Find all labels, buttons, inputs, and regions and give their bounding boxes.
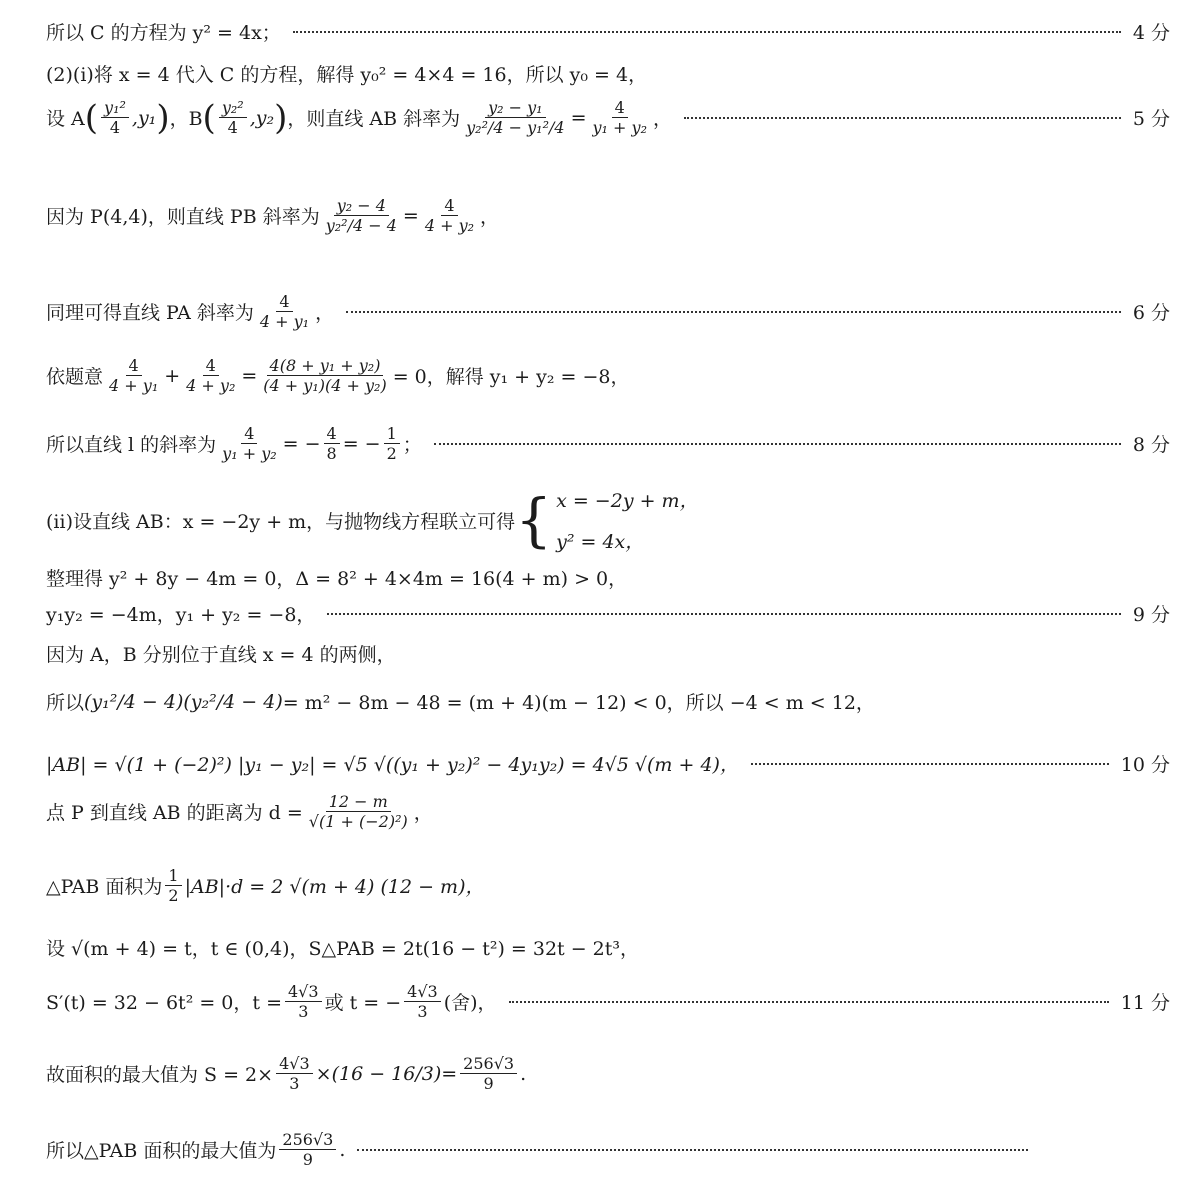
line-m-range: [46, 688, 1170, 715]
text: y₁y₂ = −4m，y₁ + y₂ = −8，: [46, 604, 316, 626]
denominator: 3: [298, 1002, 309, 1021]
numerator: 12 − m: [326, 792, 391, 812]
fraction: [183, 356, 238, 395]
paren: (: [84, 97, 99, 138]
score-label: 6 分: [1132, 302, 1170, 324]
text: =: [441, 1062, 458, 1085]
text: 整理得 y² + 8y − 4m = 0，Δ = 8² + 4×4m = 16(4 + m) > 0，: [46, 568, 628, 590]
factor: (y₂²/4 − 4): [183, 690, 283, 713]
equation-system: [556, 486, 698, 554]
paren: ): [274, 97, 288, 138]
numerator: 256√3: [460, 1054, 517, 1074]
dot-leader: [357, 1149, 1028, 1151]
fraction: [106, 356, 161, 395]
numerator: y₂ − 4: [334, 196, 389, 216]
line-condition: [46, 356, 1170, 395]
equation: x = −2y + m，: [556, 490, 699, 512]
fraction: [276, 1054, 313, 1093]
text: 或 t = −: [324, 992, 402, 1014]
text: 故面积的最大值为 S = 2×: [46, 1064, 274, 1086]
paren: ): [156, 97, 170, 138]
line-slope-ab: 设 A ( $\frac{\text{y₁²}}{4}$ , y₁ ) ，B ( $\frac{\text{y₂²}}{4}$ , y₂ ) ，则直线 AB 斜率为 $\frac{\text{y₂ − y₁}}{\text{y₂²/4 − y₁²/4}}$ = $\frac{4}{\text{y₁ + y₂}}$ ， 5 分: [46, 97, 1170, 138]
score-label: 11 分: [1120, 992, 1170, 1014]
dot-leader: [346, 311, 1121, 313]
coord: y₁: [137, 106, 157, 129]
denominator: y₁ + y₂: [592, 118, 647, 137]
line-conclusion: [46, 1130, 1040, 1169]
numerator: 4: [126, 356, 142, 376]
fraction: [219, 424, 279, 463]
fraction: [404, 982, 441, 1021]
text: =: [241, 364, 258, 387]
text: +: [164, 364, 181, 387]
line-equation-c: [46, 18, 1170, 45]
numerator: 4√3: [276, 1054, 313, 1074]
numerator: y₂ − y₁: [485, 98, 545, 118]
fraction: [324, 424, 340, 463]
text: ，: [315, 302, 335, 324]
numerator: 256√3: [279, 1130, 336, 1150]
numerator: 1: [384, 424, 400, 444]
dot-leader: [293, 31, 1121, 33]
denominator: 4: [227, 118, 238, 137]
text: (舍)，: [443, 992, 497, 1014]
denominator: y₂²/4 − y₁²/4: [466, 118, 565, 137]
fraction: [590, 98, 650, 137]
line-substitute: [46, 60, 1170, 87]
text: = −: [282, 432, 321, 455]
text: = 0，解得 y₁ + y₂ = −8，: [392, 366, 630, 388]
factor: (y₁²/4 − 4): [84, 690, 184, 713]
score-label: 10 分: [1120, 754, 1170, 776]
dot-leader: [684, 117, 1121, 119]
fraction: [257, 292, 312, 331]
score-label: 5 分: [1132, 108, 1170, 130]
fraction: [101, 98, 129, 137]
dot-leader: [434, 443, 1121, 445]
numerator: 4√3: [404, 982, 441, 1002]
paren: (: [202, 97, 216, 138]
text: ，: [413, 802, 433, 824]
text: ，: [652, 108, 672, 130]
fraction: [279, 1130, 336, 1169]
text: =: [402, 204, 419, 227]
numerator: 4: [241, 424, 257, 444]
denominator: 2: [386, 444, 397, 463]
line-area: [46, 866, 1170, 905]
fraction: [323, 196, 400, 235]
denominator: 9: [302, 1150, 313, 1169]
text: ，B: [169, 108, 203, 130]
text: 依题意: [46, 366, 104, 388]
text: .: [520, 1062, 527, 1085]
denominator: 8: [326, 444, 337, 463]
fraction: [165, 866, 181, 905]
denominator: √(1 + (−2)²): [308, 812, 408, 831]
text: 所以△PAB 面积的最大值为: [46, 1140, 277, 1162]
dot-leader: [751, 763, 1109, 765]
text: 所以 C 的方程为 y² = 4x；: [46, 22, 281, 44]
text: 点 P 到直线 AB 的距离为 d =: [46, 802, 303, 824]
den-part: y₂²/4: [466, 118, 504, 137]
text: 设 A: [46, 108, 85, 130]
dot-leader: [327, 613, 1120, 615]
numerator: 4: [203, 356, 219, 376]
text: ，: [480, 206, 500, 228]
fraction: [422, 196, 477, 235]
fraction: [260, 356, 389, 395]
numerator: y₁²: [101, 98, 129, 118]
text: 所以直线 l 的斜率为: [46, 434, 217, 456]
text: 设 √(m + 4) = t，t ∈ (0,4)，S△PAB = 2t(16 − t²) = 32t − 2t³，: [46, 938, 640, 960]
denominator: y₁ + y₂: [222, 444, 277, 463]
text: .: [339, 1138, 346, 1161]
line-sides: [46, 640, 1170, 667]
factor: (16 − 16/3): [331, 1062, 442, 1085]
text: △PAB 面积为: [46, 876, 163, 898]
fraction: [285, 982, 322, 1021]
line-vieta: [46, 600, 1170, 627]
fraction: [384, 424, 400, 463]
denominator: 4 + y₁: [109, 376, 159, 395]
line-slope-pb: [46, 196, 1170, 235]
text: =: [570, 106, 587, 129]
text: (2)(ⅰ)将 x = 4 代入 C 的方程，解得 y₀² = 4×4 = 16，所以 y₀ = 4，: [46, 64, 648, 86]
text: = −: [342, 432, 381, 455]
text: 所以: [46, 692, 85, 714]
brace: {: [515, 486, 553, 554]
fraction: [219, 98, 247, 137]
denominator: 4 + y₂: [424, 216, 475, 235]
line-distance: [46, 792, 1170, 831]
text: 因为 A，B 分别位于直线 x = 4 的两侧，: [46, 644, 396, 666]
numerator: 4√3: [285, 982, 322, 1002]
line-ab-length: [46, 750, 1170, 777]
denominator: 4: [109, 118, 121, 137]
fraction: [460, 1054, 517, 1093]
score-label: 8 分: [1132, 434, 1170, 456]
line-max-area: [46, 1054, 1170, 1093]
denominator: 3: [417, 1002, 428, 1021]
text: = m² − 8m − 48 = (m + 4)(m − 12) < 0，所以 −4 < m < 12，: [282, 692, 875, 714]
text: ；: [402, 434, 422, 456]
score-label: 4 分: [1132, 22, 1170, 44]
equation: y² = 4x，: [556, 531, 645, 553]
line-system: [46, 486, 1170, 554]
text: |AB|·d = 2 √(m + 4) (12 − m)，: [184, 876, 485, 898]
denominator: 4 + y₂: [186, 376, 236, 395]
denominator: y₂²/4 − 4: [325, 216, 397, 235]
denominator: 3: [289, 1074, 300, 1093]
numerator: 4: [612, 98, 628, 118]
denominator: 9: [483, 1074, 494, 1093]
line-substitution-t: [46, 934, 1170, 961]
den-part: y₁²/4: [527, 118, 565, 137]
text: 因为 P(4,4)，则直线 PB 斜率为: [46, 206, 320, 228]
line-derivative: [46, 982, 1170, 1021]
line-discriminant: [46, 564, 1170, 591]
text: ×: [315, 1062, 332, 1085]
line-slope-l: [46, 424, 1170, 463]
numerator: 1: [165, 866, 181, 886]
text: |AB| = √(1 + (−2)²) |y₁ − y₂| = √5 √((y₁ + y₂)² − 4y₁y₂) = 4√5 √(m + 4)，: [46, 754, 739, 776]
denominator: (4 + y₁)(4 + y₂): [263, 376, 387, 395]
line-slope-pa: [46, 292, 1170, 331]
numerator: y₂²: [219, 98, 247, 118]
denominator: 4 + y₁: [259, 312, 310, 331]
dot-leader: [509, 1001, 1109, 1003]
text: (ⅱ)设直线 AB：x = −2y + m，与抛物线方程联立可得: [46, 510, 516, 533]
fraction: [306, 792, 411, 831]
numerator: 4(8 + y₁ + y₂): [267, 356, 384, 376]
numerator: 4: [441, 196, 457, 216]
numerator: 4: [324, 424, 340, 444]
denominator: 2: [168, 886, 179, 905]
text: ，则直线 AB 斜率为: [287, 108, 461, 130]
numerator: 4: [276, 292, 292, 312]
text: 同理可得直线 PA 斜率为: [46, 302, 254, 324]
score-label: 9 分: [1132, 604, 1170, 626]
coord: y₂: [255, 106, 275, 129]
text: S′(t) = 32 − 6t² = 0，t =: [46, 992, 282, 1014]
fraction: [463, 98, 567, 137]
